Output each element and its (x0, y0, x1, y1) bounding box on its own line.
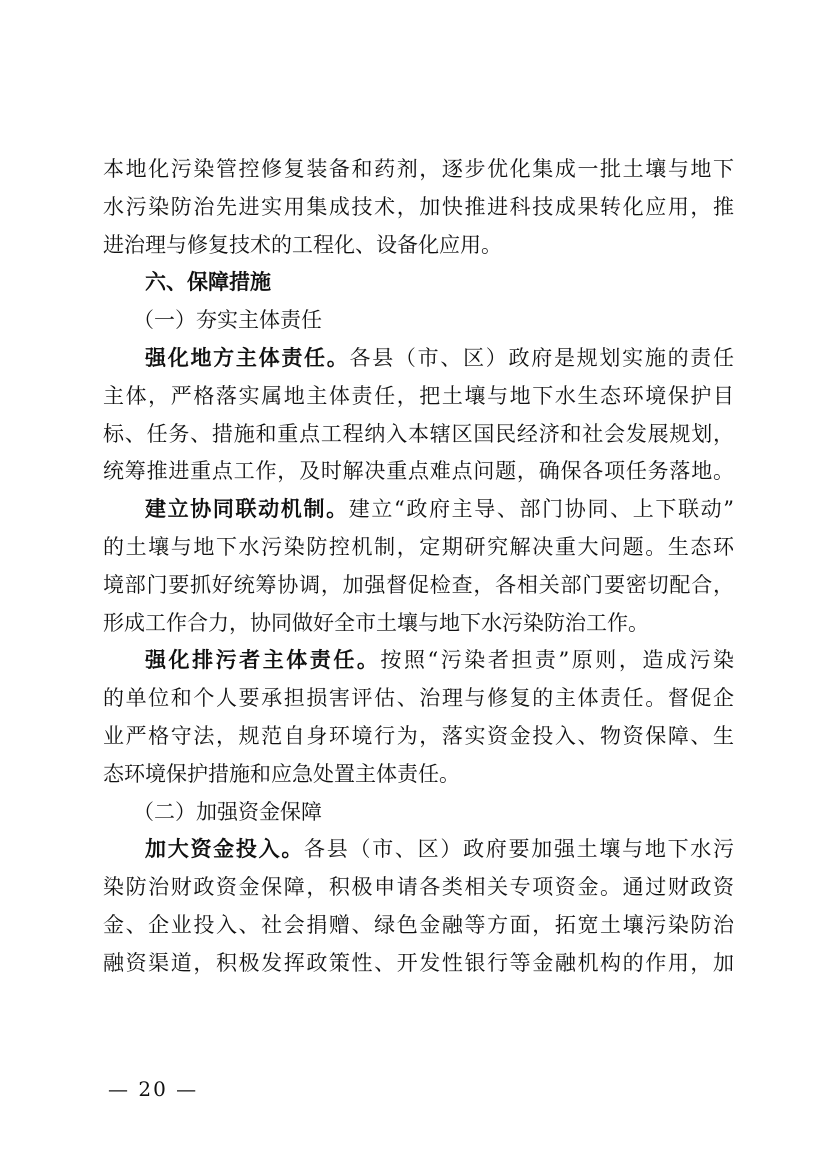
subsection-heading (103, 302, 734, 340)
paragraph-lead-bold: 建立协同联动机制。 (145, 497, 349, 522)
page-number: — 20 — (108, 1077, 199, 1101)
line-text: 业严格守法，规范自身环境行为，落实资金投入、物资保障、生 (103, 723, 734, 748)
line-text: 的单位和个人要承担损害评估、治理与修复的主体责任。督促企 (103, 686, 734, 711)
text-line (103, 907, 734, 945)
text-line (103, 491, 734, 529)
text-line (103, 340, 734, 378)
line-text: 进治理与修复技术的工程化、设备化应用。 (103, 232, 502, 257)
line-text: 的土壤与地下水污染防控机制，定期研究解决重大问题。生态环 (103, 534, 734, 559)
text-line (103, 642, 734, 680)
paragraph-lead-bold: 强化地方主体责任。 (145, 345, 350, 370)
line-text: 各县（市、区）政府是规划实施的责任 (349, 345, 734, 370)
subsection-heading (103, 794, 734, 832)
line-text: 态环境保护措施和应急处置主体责任。 (103, 761, 460, 786)
paragraph-lead-bold: 加大资金投入。 (145, 837, 305, 862)
line-text: 标、任务、措施和重点工程纳入本辖区国民经济和社会发展规划， (103, 421, 734, 446)
text-line (103, 453, 734, 491)
text-line (103, 529, 734, 567)
text-line (103, 756, 734, 794)
line-text: （一）夯实主体责任 (133, 308, 322, 333)
document-body (103, 151, 734, 983)
text-line (103, 378, 734, 416)
line-text: 融资渠道，积极发挥政策性、开发性银行等金融机构的作用，加 (103, 950, 734, 975)
line-text: 六、保障措施 (145, 270, 271, 295)
text-line (103, 831, 734, 869)
text-line (103, 869, 734, 907)
line-text: 各县（市、区）政府要加强土壤与地下水污 (304, 837, 734, 862)
text-line (103, 718, 734, 756)
text-line (103, 567, 734, 605)
line-text: 统筹推进重点工作，及时解决重点难点问题，确保各项任务落地。 (103, 459, 734, 484)
text-line (103, 227, 734, 265)
text-line (103, 151, 734, 189)
text-line (103, 416, 734, 454)
text-line (103, 945, 734, 983)
line-text: 主体，严格落实属地主体责任，把土壤与地下水生态环境保护目 (103, 383, 734, 408)
line-text: 染防治财政资金保障，积极申请各类相关专项资金。通过财政资 (103, 875, 734, 900)
line-text: 水污染防治先进实用集成技术，加快推进科技成果转化应用，推 (103, 194, 734, 219)
text-line (103, 189, 734, 227)
line-text: （二）加强资金保障 (133, 799, 322, 824)
paragraph-lead-bold: 强化排污者主体责任。 (145, 648, 381, 673)
text-line (103, 605, 734, 643)
line-text: 建立“政府主导、部门协同、上下联动” (348, 497, 734, 522)
line-text: 本地化污染管控修复装备和药剂，逐步优化集成一批土壤与地下 (103, 157, 734, 181)
line-text: 按照“污染者担责”原则，造成污染 (380, 648, 734, 673)
line-text: 形成工作合力，协同做好全市土壤与地下水污染防治工作。 (103, 610, 649, 635)
line-text: 境部门要抓好统筹协调，加强督促检查，各相关部门要密切配合， (103, 572, 734, 597)
section-heading (103, 264, 734, 302)
text-line (103, 680, 734, 718)
line-text: 金、企业投入、社会捐赠、绿色金融等方面，拓宽土壤污染防治 (103, 912, 734, 937)
